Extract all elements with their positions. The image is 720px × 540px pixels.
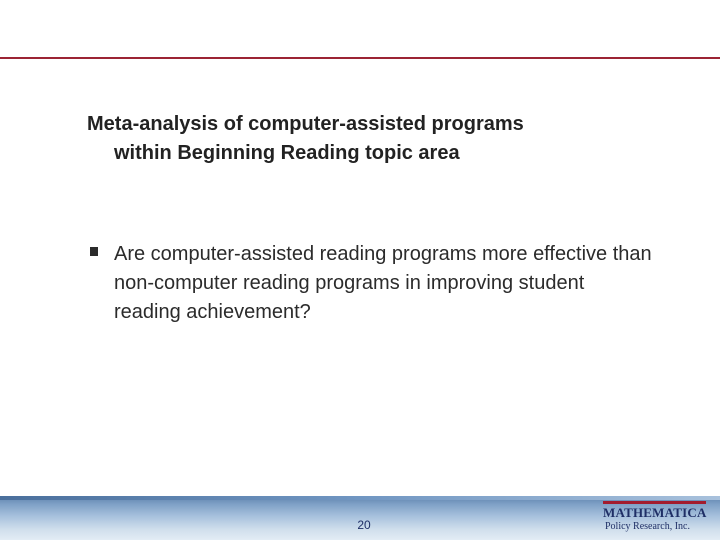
logo-subtitle: Policy Research, Inc.: [605, 521, 690, 532]
slide-title: [87, 110, 647, 168]
header-divider: [0, 57, 720, 59]
page-number: 20: [357, 518, 371, 532]
mathematica-logo: [600, 500, 712, 536]
logo-name: MATHEMATICA: [603, 505, 707, 520]
slide-title-line-2: within Beginning Reading topic area: [114, 142, 460, 164]
logo-rule: [603, 501, 706, 504]
bullet-text: Are computer-assisted reading programs more effective than non-computer reading programs in improving student reading achievement?: [114, 243, 652, 323]
square-bullet-icon: [90, 247, 98, 256]
slide-title-line-1: Meta-analysis of computer-assisted programs: [87, 113, 524, 135]
